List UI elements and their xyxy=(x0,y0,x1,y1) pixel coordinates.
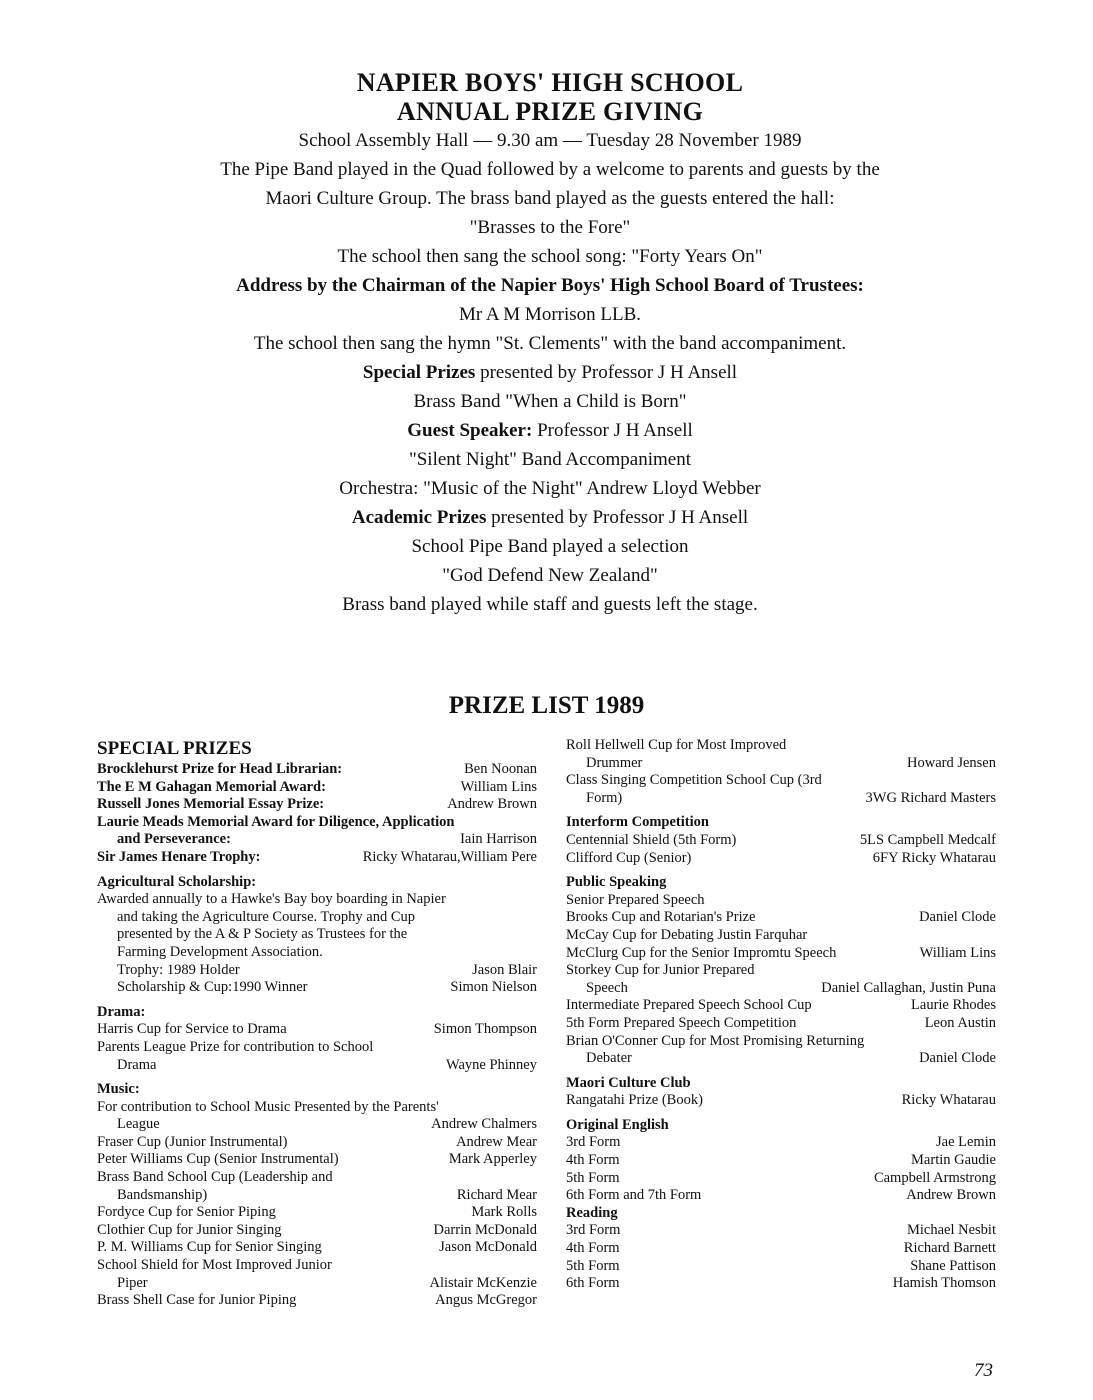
programme-section xyxy=(150,68,950,619)
special-prizes-heading: SPECIAL PRIZES xyxy=(97,738,252,759)
prize-row: 5th Form Shane Pattison xyxy=(566,1257,996,1274)
drama-heading: Drama: xyxy=(97,1003,146,1020)
description-line: presented by the A & P Society as Trustees for the xyxy=(117,926,408,943)
address-heading: Address by the Chairman of the Napier Boys' High School Board of Trustees: xyxy=(236,275,864,296)
prize-row: Form) 3WG Richard Masters xyxy=(586,789,996,806)
prize-row: Speech Daniel Callaghan, Justin Puna xyxy=(586,979,996,996)
prize-row: Harris Cup for Service to Drama Simon Thompson xyxy=(97,1021,537,1038)
prize-row: Russell Jones Memorial Essay Prize: Andrew Brown xyxy=(97,796,537,813)
programme-line xyxy=(150,503,950,532)
prize-label: School Shield for Most Improved Junior xyxy=(97,1257,332,1274)
prize-row: Fraser Cup (Junior Instrumental) Andrew Mear xyxy=(97,1133,537,1150)
prize-list-title: PRIZE LIST 1989 xyxy=(448,692,645,719)
special-prizes-text: presented by Professor J H Ansell xyxy=(475,362,738,383)
prize-row: Brass Shell Case for Junior Piping Angus McGregor xyxy=(97,1292,537,1309)
programme-line: The school then sang the hymn "St. Clements" with the band accompaniment. xyxy=(253,333,847,354)
prize-row: Intermediate Prepared Speech School Cup Laurie Rhodes xyxy=(566,997,996,1014)
prize-row: 5th Form Campbell Armstrong xyxy=(566,1169,996,1186)
programme-line: Orchestra: "Music of the Night" Andrew Lloyd Webber xyxy=(339,478,761,499)
prize-label: Storkey Cup for Junior Prepared xyxy=(566,962,755,979)
programme-line: "Silent Night" Band Accompaniment xyxy=(408,449,691,470)
prize-row: 3rd Form Michael Nesbit xyxy=(566,1222,996,1239)
programme-line xyxy=(150,271,950,300)
programme-line: Mr A M Morrison LLB. xyxy=(458,304,642,325)
prize-label: Laurie Meads Memorial Award for Diligence, Application xyxy=(97,813,455,830)
prize-row: 5th Form Prepared Speech Competition Leon Austin xyxy=(566,1014,996,1031)
prize-row: Centennial Shield (5th Form) 5LS Campbell Medcalf xyxy=(566,831,996,848)
prize-row: Debater Daniel Clode xyxy=(586,1050,996,1067)
prize-row: Rangatahi Prize (Book) Ricky Whatarau xyxy=(566,1092,996,1109)
programme-line: School Pipe Band played a selection xyxy=(411,536,689,557)
public-speaking-heading: Public Speaking xyxy=(566,874,667,891)
programme-line: Maori Culture Group. The brass band played as the guests entered the hall: xyxy=(265,188,835,209)
prize-row: Sir James Henare Trophy: Ricky Whatarau,William Pere xyxy=(97,848,537,865)
event-title: ANNUAL PRIZE GIVING xyxy=(396,97,704,126)
prize-row: 4th Form Richard Barnett xyxy=(566,1240,996,1257)
prize-row: Clothier Cup for Junior Singing Darrin McDonald xyxy=(97,1221,537,1238)
interform-heading: Interform Competition xyxy=(566,814,709,831)
original-english-heading: Original English xyxy=(566,1116,669,1133)
prize-row: Drama Wayne Phinney xyxy=(117,1056,537,1073)
page-number: 73 xyxy=(974,1360,993,1381)
guest-speaker-text: Professor J H Ansell xyxy=(532,420,693,441)
prize-row: Fordyce Cup for Senior Piping Mark Rolls xyxy=(97,1204,537,1221)
prize-row: and Perseverance: Iain Harrison xyxy=(117,831,537,848)
prize-row: 6th Form and 7th Form Andrew Brown xyxy=(566,1187,996,1204)
music-heading: Music: xyxy=(97,1081,140,1098)
programme-line: Brass band played while staff and guests left the stage. xyxy=(342,594,758,615)
description-line: Awarded annually to a Hawke's Bay boy boarding in Napier xyxy=(97,891,446,908)
prize-list-right-column xyxy=(566,737,996,1293)
prize-label: Parents League Prize for contribution to School xyxy=(97,1038,374,1055)
prize-row: McClurg Cup for the Senior Impromtu Speech William Lins xyxy=(566,944,996,961)
programme-line: The school then sang the school song: "Forty Years On" xyxy=(337,246,763,267)
prize-row: League Andrew Chalmers xyxy=(117,1116,537,1133)
prize-row: Piper Alistair McKenzie xyxy=(117,1274,537,1291)
description-line: Farming Development Association. xyxy=(117,943,323,960)
programme-line: Brass Band "When a Child is Born" xyxy=(413,391,687,412)
special-prizes-label: Special Prizes xyxy=(362,362,476,383)
prize-row: Brocklehurst Prize for Head Librarian: Ben Noonan xyxy=(97,761,537,777)
prize-label: Roll Hellwell Cup for Most Improved xyxy=(566,737,787,753)
academic-prizes-label: Academic Prizes xyxy=(351,507,487,528)
maori-culture-heading: Maori Culture Club xyxy=(566,1074,691,1091)
agricultural-heading: Agricultural Scholarship: xyxy=(97,873,257,890)
prize-label: McCay Cup for Debating Justin Farquhar xyxy=(566,926,808,943)
prize-label: Brian O'Conner Cup for Most Promising Returning xyxy=(566,1032,865,1049)
description-line: and taking the Agriculture Course. Trophy and Cup xyxy=(117,908,416,925)
prize-row: 3rd Form Jae Lemin xyxy=(566,1134,996,1151)
venue-line: School Assembly Hall — 9.30 am — Tuesday 28 November 1989 xyxy=(298,130,802,151)
prize-label: Brass Band School Cup (Leadership and xyxy=(97,1169,333,1186)
prize-row: Scholarship & Cup:1990 Winner Simon Nielson xyxy=(117,979,537,996)
programme-line: The Pipe Band played in the Quad followed by a welcome to parents and guests by the xyxy=(220,159,880,180)
programme-line xyxy=(150,358,950,387)
programme-line xyxy=(150,416,950,445)
prize-row: Drummer Howard Jensen xyxy=(586,754,996,771)
prize-row: Clifford Cup (Senior) 6FY Ricky Whatarau xyxy=(566,849,996,866)
guest-speaker-label: Guest Speaker: xyxy=(407,420,533,441)
prize-row: Peter Williams Cup (Senior Instrumental) Mark Apperley xyxy=(97,1151,537,1168)
programme-line: "God Defend New Zealand" xyxy=(442,565,658,586)
school-title: NAPIER BOYS' HIGH SCHOOL xyxy=(356,68,744,97)
prize-label: Senior Prepared Speech xyxy=(566,891,705,908)
reading-heading: Reading xyxy=(566,1204,618,1221)
academic-prizes-text: presented by Professor J H Ansell xyxy=(486,507,749,528)
prize-row: Bandsmanship) Richard Mear xyxy=(117,1186,537,1203)
prize-row: Brooks Cup and Rotarian's Prize Daniel Clode xyxy=(566,909,996,926)
prize-row: P. M. Williams Cup for Senior Singing Jason McDonald xyxy=(97,1239,537,1256)
prize-label: Class Singing Competition School Cup (3rd xyxy=(566,772,822,789)
prize-list-left-column xyxy=(97,737,537,1310)
prize-row: Trophy: 1989 Holder Jason Blair xyxy=(117,961,537,978)
prize-row: The E M Gahagan Memorial Award: William Lins xyxy=(97,778,537,795)
prize-row: 6th Form Hamish Thomson xyxy=(566,1275,996,1292)
prize-label: For contribution to School Music Presented by the Parents' xyxy=(97,1098,439,1115)
prize-row: 4th Form Martin Gaudie xyxy=(566,1152,996,1169)
programme-line: "Brasses to the Fore" xyxy=(469,217,631,238)
